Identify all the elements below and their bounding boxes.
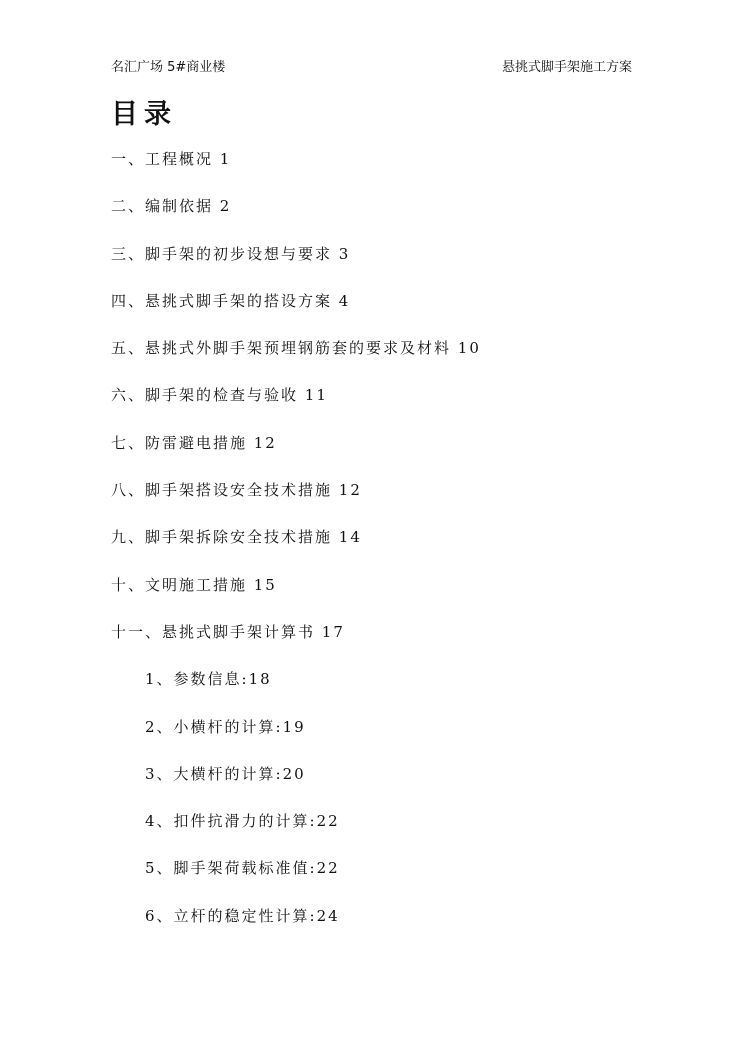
toc-item-1[interactable]: 一、工程概况 1 bbox=[111, 150, 232, 168]
header-project-name: 名汇广场 5#商业楼 bbox=[111, 60, 226, 75]
toc-subitem-11-5[interactable]: 5、脚手架荷载标准值:22 bbox=[145, 859, 340, 878]
toc-subitem-11-4[interactable]: 4、扣件抗滑力的计算:22 bbox=[145, 812, 340, 831]
toc-item-5[interactable]: 五、悬挑式外脚手架预埋钢筋套的要求及材料 10 bbox=[111, 339, 481, 358]
toc-subitem-11-1[interactable]: 1、参数信息:18 bbox=[145, 670, 272, 689]
toc-item-3[interactable]: 三、脚手架的初步设想与要求 3 bbox=[111, 244, 351, 263]
toc-item-10[interactable]: 十、文明施工措施 15 bbox=[111, 575, 277, 594]
page-header bbox=[111, 56, 632, 76]
toc-item-7[interactable]: 七、防雷避电措施 12 bbox=[111, 433, 277, 452]
toc-item-11[interactable]: 十一、悬挑式脚手架计算书 17 bbox=[111, 622, 345, 641]
toc-item-6[interactable]: 六、脚手架的检查与验收 11 bbox=[111, 386, 328, 405]
toc-item-2[interactable]: 二、编制依据 2 bbox=[111, 197, 232, 216]
toc-subitem-11-6[interactable]: 6、立杆的稳定性计算:24 bbox=[145, 906, 340, 925]
toc-title: 目录 bbox=[111, 99, 177, 130]
toc-item-8[interactable]: 八、脚手架搭设安全技术措施 12 bbox=[111, 481, 362, 500]
toc-item-9[interactable]: 九、脚手架拆除安全技术措施 14 bbox=[111, 528, 362, 547]
header-document-title: 悬挑式脚手架施工方案 bbox=[501, 60, 632, 75]
table-of-contents bbox=[111, 147, 631, 951]
toc-subitem-11-3[interactable]: 3、大横杆的计算:20 bbox=[145, 764, 306, 783]
toc-item-4[interactable]: 四、悬挑式脚手架的搭设方案 4 bbox=[111, 291, 351, 310]
toc-subitem-11-2[interactable]: 2、小横杆的计算:19 bbox=[145, 717, 306, 736]
